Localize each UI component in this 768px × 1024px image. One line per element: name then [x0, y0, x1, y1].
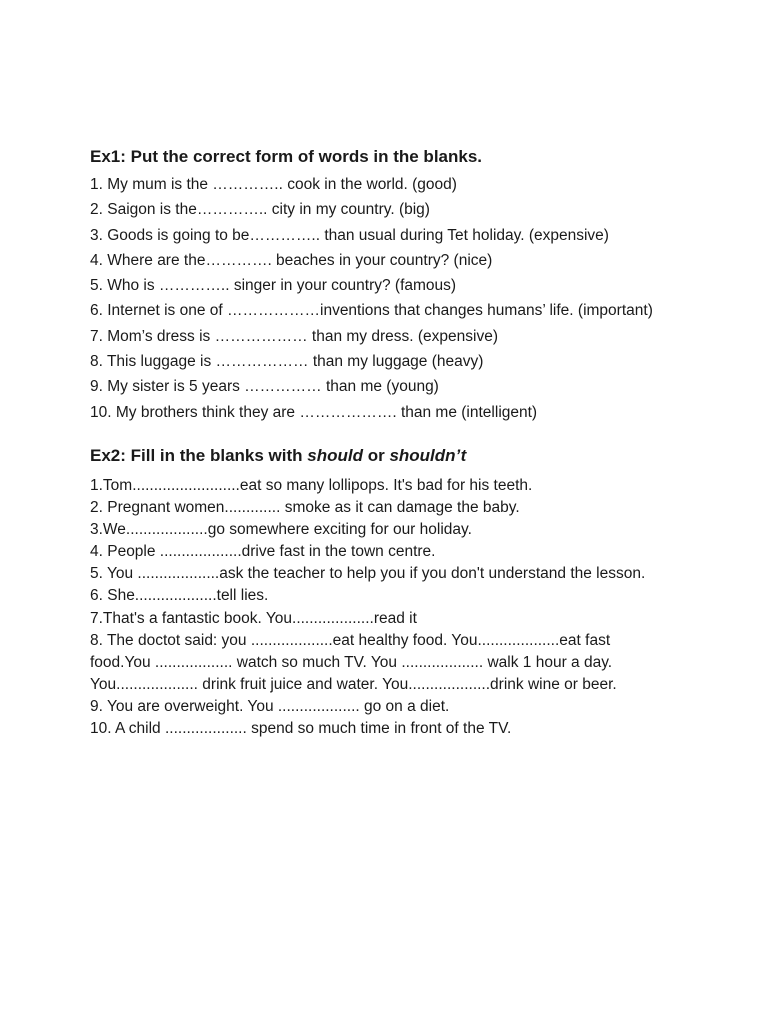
ex2-title-keyword-shouldnt: shouldn’t [389, 445, 467, 465]
ex2-item: 7.That's a fantastic book. You...................read it [90, 609, 417, 627]
ex2-item: 4. People ...................drive fast in the town centre. [90, 543, 436, 561]
ex1-item: 6. Internet is one of ………………inventions that changes humans’ life. (important) [90, 302, 653, 320]
ex1-item: 7. Mom’s dress is ……………… than my dress. (expensive) [90, 327, 498, 345]
ex2-item: 8. The doctot said: you ...................eat healthy food. You...................eat fast [90, 631, 611, 649]
ex1-item: 1. My mum is the ………….. cook in the world. (good) [90, 176, 457, 193]
ex1-item: 2. Saigon is the………….. city in my country. (big) [90, 201, 430, 219]
ex2-item: You................... drink fruit juice and water. You...................drink wine or beer. [90, 675, 617, 693]
ex2-item: 2. Pregnant women............. smoke as it can damage the baby. [90, 499, 520, 517]
ex2-item: 5. You ...................ask the teacher to help you if you don't understand the lesson. [90, 565, 646, 583]
ex2-item: 9. You are overweight. You ................... go on a diet. [90, 697, 450, 715]
ex1-list [90, 172, 750, 425]
ex2-title-prefix: Ex2: Fill in the blanks with [90, 445, 308, 465]
ex1-item: 9. My sister is 5 years …………… than me (young) [90, 378, 439, 396]
ex1-item: 4. Where are the…………. beaches in your country? (nice) [90, 251, 493, 269]
ex2-item: 3.We...................go somewhere exciting for our holiday. [90, 521, 472, 539]
ex2-item: food.You .................. watch so much TV. You ................... walk 1 hour a day. [90, 653, 613, 671]
ex1-item: 10. My brothers think they are ………………. than me (intelligent) [90, 403, 538, 421]
ex1-title: Ex1: Put the correct form of words in the blanks. [90, 147, 483, 166]
ex2-list [90, 475, 750, 740]
ex1-item: 8. This luggage is ……………… than my luggage (heavy) [90, 353, 484, 371]
ex2-title-mid: or [362, 445, 390, 465]
ex2-item: 1.Tom.........................eat so many lollipops. It's bad for his teeth. [90, 476, 533, 494]
worksheet-page [90, 0, 750, 740]
ex2-title-keyword-should: should [307, 445, 363, 465]
ex1-item: 5. Who is ………….. singer in your country? (famous) [90, 277, 457, 295]
ex2-item: 6. She...................tell lies. [90, 587, 269, 605]
ex2-item: 10. A child ................... spend so much time in front of the TV. [90, 720, 512, 737]
ex1-item: 3. Goods is going to be………….. than usual during Tet holiday. (expensive) [90, 226, 609, 244]
ex2-title [90, 445, 750, 467]
